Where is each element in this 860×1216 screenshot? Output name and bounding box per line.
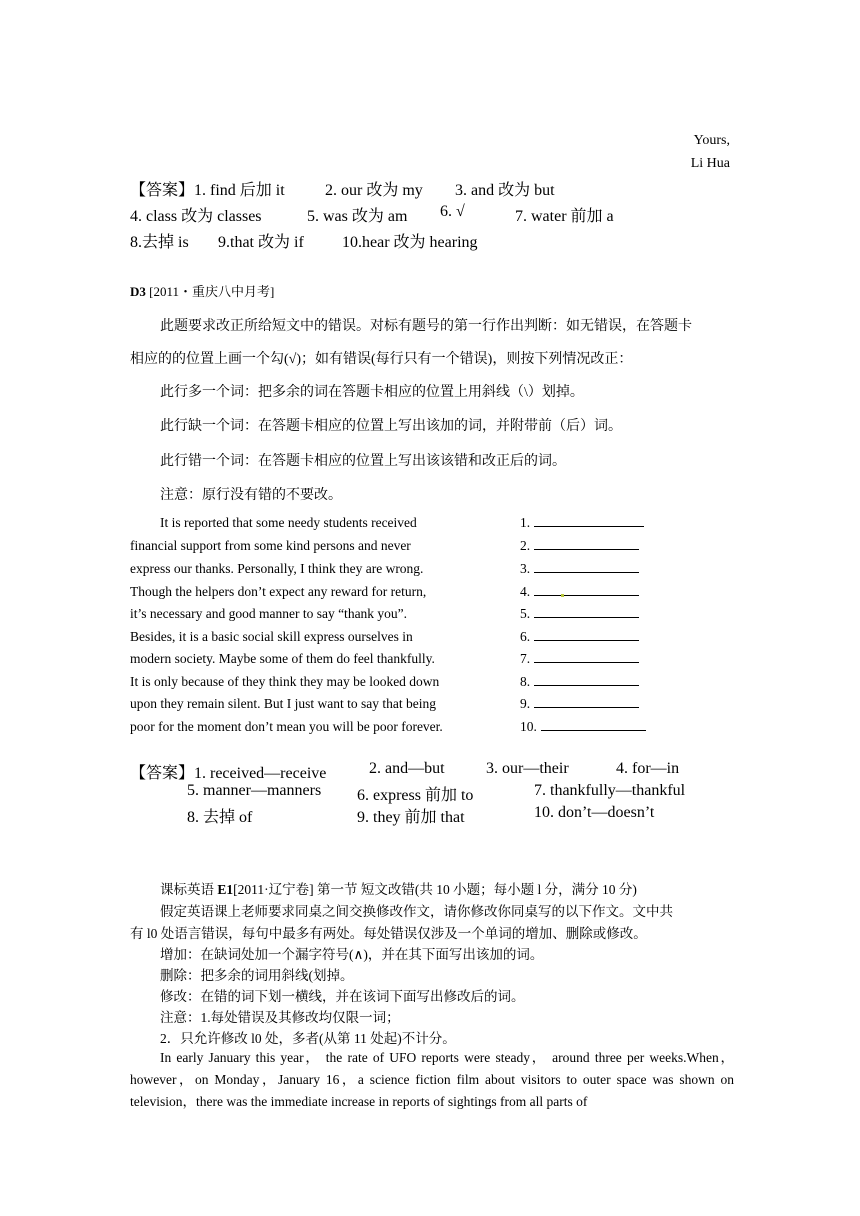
d3-rule-wrong-word: 此行错一个词：在答题卡相应的位置上写出该该错和改正后的词。	[160, 454, 566, 469]
blank-line	[534, 696, 639, 708]
answer2-row2	[130, 782, 730, 804]
e1-intro-line2: 有 l0 处语言错误，每句中最多有两处。每处错误仅涉及一个单词的增加、删除或修改。	[130, 926, 647, 941]
blank-line	[534, 651, 639, 663]
blank-line	[534, 674, 639, 686]
blank-line	[534, 584, 639, 596]
d3-note: 注意：原行没有错的不要改。	[160, 488, 342, 503]
blank-number: 5.	[520, 606, 531, 621]
answer2-item: 2. and—but	[369, 760, 445, 777]
answer2-item: 10. don’t—doesn’t	[534, 804, 655, 821]
answer1-item: 2. our 改为 my	[325, 182, 423, 199]
answer2-item: 3. our—their	[486, 760, 569, 777]
blank-line	[534, 606, 639, 618]
answer-blank[interactable]	[520, 515, 644, 531]
answer2-item: 7. thankfully—thankful	[534, 782, 686, 799]
answer1-row2	[130, 203, 730, 225]
section-source: [2011・重庆八中月考]	[145, 284, 275, 299]
answer1-item: 3. and 改为 but	[455, 182, 555, 199]
d3-rule-extra-word: 此行多一个词：把多余的词在答题卡相应的位置上用斜线（\）划掉。	[160, 385, 584, 400]
blank-line	[534, 538, 639, 550]
blank-line	[534, 629, 639, 641]
stray-mark-dot	[561, 594, 564, 597]
e1-rule-modify: 修改：在错的词下划一横线，并在该词下面写出修改后的词。	[160, 989, 525, 1004]
answer-blank[interactable]	[520, 629, 639, 645]
e1-note-2: 2．只允许修改 l0 处，多者(从第 11 处起)不计分。	[160, 1031, 456, 1046]
e1-intro-line1: 假定英语课上老师要求同桌之间交换修改作文，请你修改你同桌写的以下作文。文中共	[160, 904, 673, 919]
e1-passage: In early January this year， the rate of UFO reports were steady， around three per weeks.When，however，on Monday，January 16，a science fiction film about visitors to outer space was shown on television，there was the immediate increase in reports of sightings from all parts of	[130, 1050, 734, 1109]
passage-line: Besides, it is a basic social skill express ourselves in	[130, 629, 413, 644]
blank-number: 1.	[520, 515, 531, 530]
letter-signature: Li Hua	[690, 156, 730, 171]
blank-number: 10.	[520, 719, 537, 734]
blank-number: 2.	[520, 538, 531, 553]
passage-line: upon they remain silent. But I just want to say that being	[130, 696, 436, 711]
e1-rule-add: 增加：在缺词处加一个漏字符号(∧)，并在其下面写出该加的词。	[160, 947, 544, 962]
answer-blank[interactable]	[520, 561, 639, 577]
answer2-item: 8. 去掉 of	[187, 809, 253, 826]
answer1-row1	[130, 177, 730, 199]
passage-line: modern society. Maybe some of them do feel thankfully.	[130, 651, 435, 666]
d3-instruction-line2: 相应的的位置上画一个勾(√)；如有错误(每行只有一个错误)，则按下列情况改正：	[130, 352, 633, 367]
answer1-item: 4. class 改为 classes	[130, 208, 262, 225]
answer1-item: 【答案】1. find 后加 it	[130, 182, 285, 199]
answer1-item: 6. √	[440, 203, 465, 220]
answer-blank[interactable]	[520, 606, 639, 622]
blank-number: 3.	[520, 561, 531, 576]
blank-line	[541, 719, 646, 731]
blank-number: 8.	[520, 674, 531, 689]
e1-note-1: 注意：1.每处错误及其修改均仅限一词；	[160, 1010, 400, 1025]
section-code: D3	[130, 284, 146, 299]
section-title: [2011·辽宁卷] 第一节 短文改错(共 10 小题；每小题 l 分，满分 10 分)	[233, 882, 637, 897]
answer2-item: 5. manner—manners	[187, 782, 322, 799]
answer2-item: 4. for—in	[616, 760, 680, 777]
section-code: E1	[217, 882, 234, 897]
blank-number: 4.	[520, 584, 531, 599]
section-heading-d3	[130, 281, 274, 300]
answer2-row3	[130, 804, 730, 826]
passage-line: it’s necessary and good manner to say “thank you”.	[130, 606, 408, 621]
section-subject: 课标英语	[160, 882, 218, 897]
answer2-item: 【答案】1. received—receive	[130, 765, 327, 782]
answer1-item: 10.hear 改为 hearing	[342, 234, 478, 251]
blank-number: 6.	[520, 629, 531, 644]
answer1-item: 9.that 改为 if	[218, 234, 304, 251]
passage-line: poor for the moment don’t mean you will be poor forever.	[130, 719, 443, 734]
answer-blank[interactable]	[520, 538, 639, 554]
answer2-item: 6. express 前加 to	[357, 787, 474, 804]
blank-number: 9.	[520, 696, 531, 711]
letter-closing: Yours,	[693, 133, 730, 148]
answer2-item: 9. they 前加 that	[357, 809, 465, 826]
answer1-item: 5. was 改为 am	[307, 208, 408, 225]
d3-rule-missing-word: 此行缺一个词：在答题卡相应的位置上写出该加的词，并附带前（后）词。	[160, 419, 622, 434]
section-heading-e1	[160, 878, 637, 898]
e1-rule-delete: 删除：把多余的词用斜线(划掉。	[160, 968, 354, 983]
answer1-item: 8.去掉 is	[130, 234, 189, 251]
blank-line	[534, 561, 639, 573]
passage-line: It is reported that some needy students received	[160, 515, 417, 530]
answer1-row3	[130, 229, 730, 251]
answer-blank[interactable]	[520, 719, 646, 735]
answer-blank[interactable]	[520, 651, 639, 667]
answer1-item: 7. water 前加 a	[515, 208, 614, 225]
answer-blank[interactable]	[520, 696, 639, 712]
passage-line: It is only because of they think they may be looked down	[130, 674, 440, 689]
passage-line: financial support from some kind persons and never	[130, 538, 411, 553]
answer-blank[interactable]	[520, 584, 639, 600]
blank-line	[534, 515, 644, 527]
answer2-row1	[130, 760, 730, 782]
passage-line: express our thanks. Personally, I think they are wrong.	[130, 561, 424, 576]
d3-instruction-line1: 此题要求改正所给短文中的错误。对标有题号的第一行作出判断：如无错误，在答题卡	[160, 319, 692, 334]
blank-number: 7.	[520, 651, 531, 666]
passage-line: Though the helpers don’t expect any reward for return,	[130, 584, 427, 599]
answer-blank[interactable]	[520, 674, 639, 690]
